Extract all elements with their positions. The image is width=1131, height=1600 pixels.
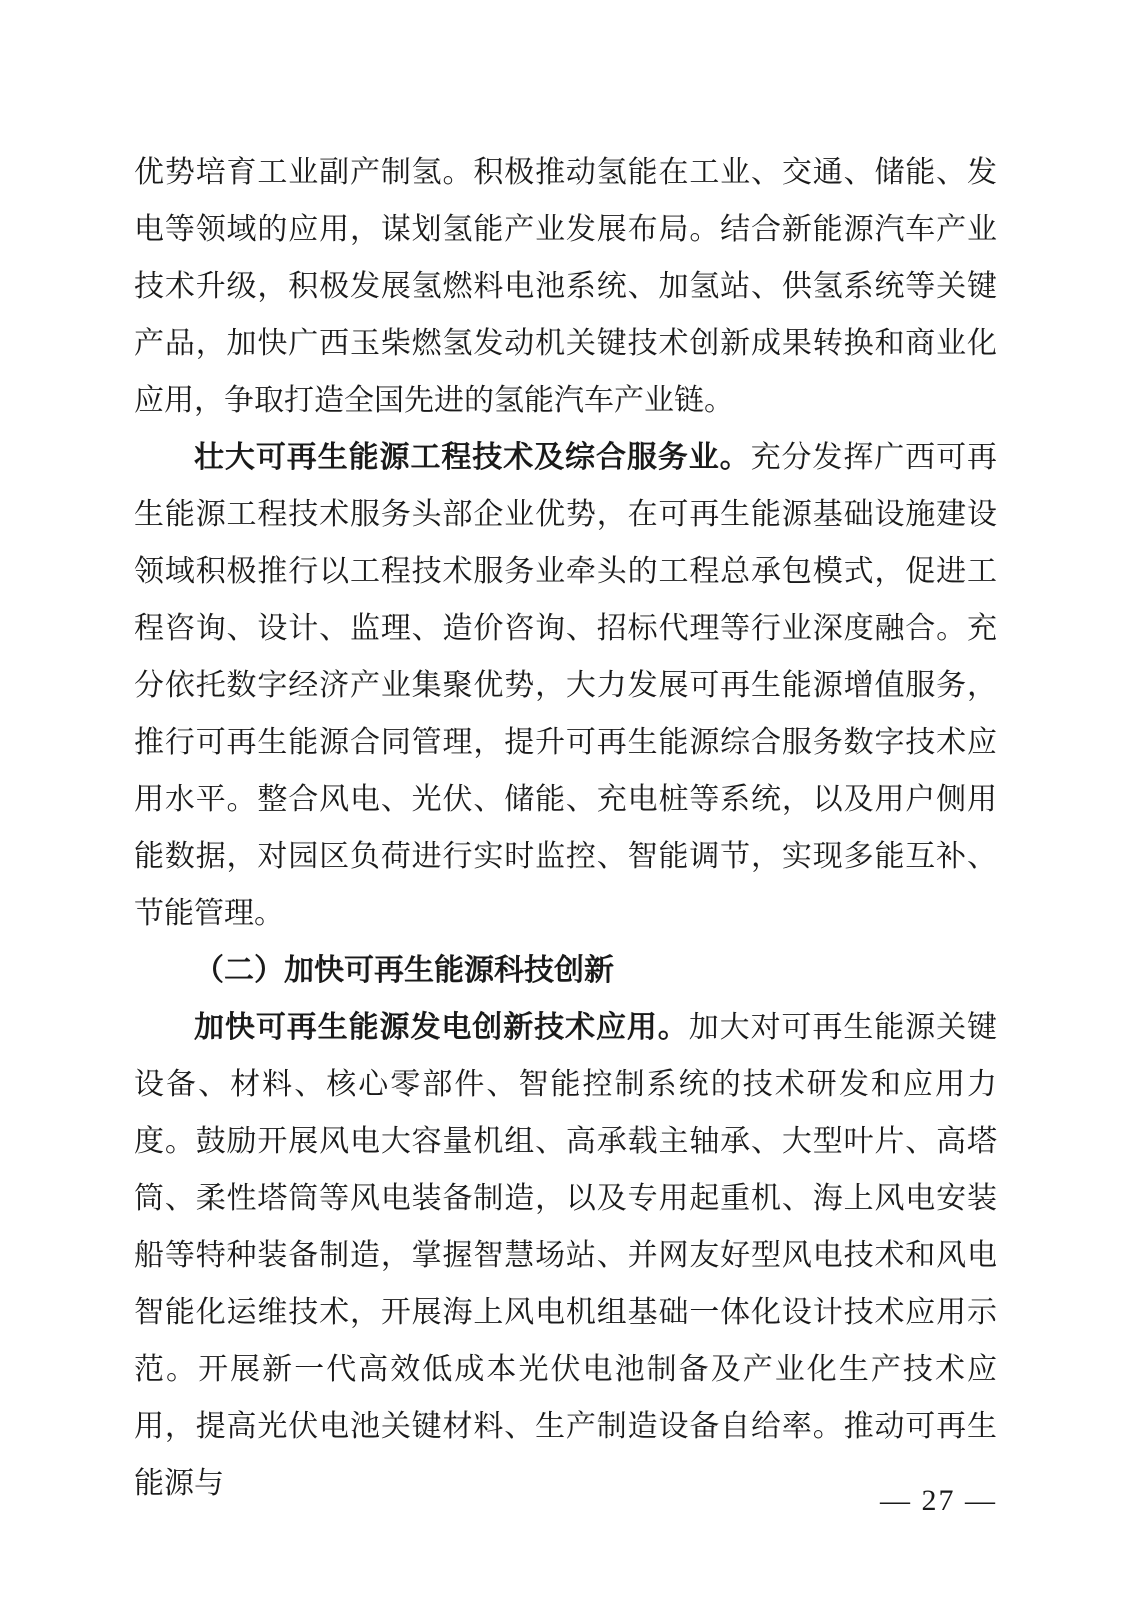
paragraph-engineering-services	[134, 429, 997, 942]
paragraph-text: 充分发挥广西可再生能源工程技术服务头部企业优势，在可再生能源基础设施建设领域积极推行以工程技术服务业牵头的工程总承包模式，促进工程咨询、设计、监理、造价咨询、招标代理等行业深度融合。充分依托数字经济产业集聚优势，大力发展可再生能源增值服务，推行可再生能源合同管理，提升可再生能源综合服务数字技术应用水平。整合风电、光伏、储能、充电桩等系统，以及用户侧用能数据，对园区负荷进行实时监控、智能调节，实现多能互补、节能管理。	[134, 441, 998, 930]
paragraph-hydrogen-continuation	[134, 144, 997, 429]
paragraph-text: 加大对可再生能源关键设备、材料、核心零部件、智能控制系统的技术研发和应用力度。鼓励开展风电大容量机组、高承载主轴承、大型叶片、高塔筒、柔性塔筒等风电装备制造，以及专用起重机、海上风电安装船等特种装备制造，掌握智慧场站、并网友好型风电技术和风电智能化运维技术，开展海上风电机组基础一体化设计技术应用示范。开展新一代高效低成本光伏电池制备及产业化生产技术应用，提高光伏电池关键材料、生产制造设备自给率。推动可再生能源与	[134, 1011, 998, 1500]
section-heading	[134, 942, 997, 999]
paragraph-bold-lead: 壮大可再生能源工程技术及综合服务业。	[194, 441, 751, 474]
paragraph-bold-lead: 加快可再生能源发电创新技术应用。	[194, 1011, 689, 1044]
document-body	[134, 144, 997, 1512]
paragraph-innovation-technology	[134, 999, 997, 1512]
page-number: — 27 —	[880, 1484, 997, 1517]
section-heading-text: （二）加快可再生能源科技创新	[194, 954, 614, 987]
paragraph-text: 优势培育工业副产制氢。积极推动氢能在工业、交通、储能、发电等领域的应用，谋划氢能产业发展布局。结合新能源汽车产业技术升级，积极发展氢燃料电池系统、加氢站、供氢系统等关键产品，加快广西玉柴燃氢发动机关键技术创新成果转换和商业化应用，争取打造全国先进的氢能汽车产业链。	[134, 156, 997, 417]
